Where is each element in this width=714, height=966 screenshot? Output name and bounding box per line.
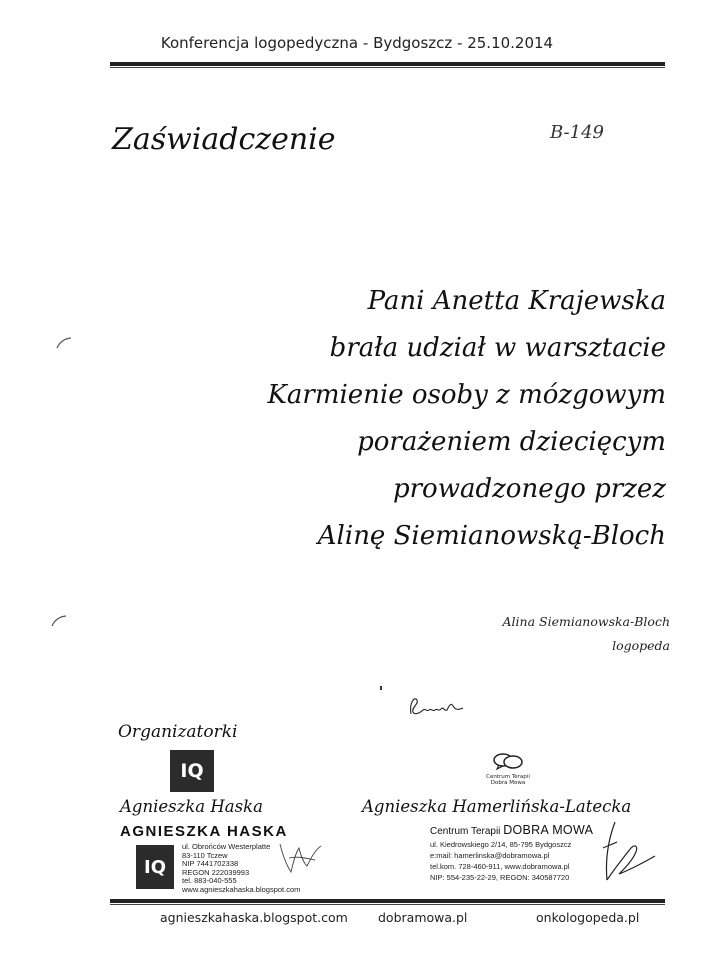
stamp-line: ul. Kiedrowskiego 2/14, 85-795 Bydgoszcz (430, 840, 572, 849)
reference-number: B-149 (550, 122, 604, 143)
dobra-mowa-logo-text: Centrum Terapii Dobra Mowa (486, 774, 530, 786)
iq-logo: IQ (170, 750, 214, 792)
signatory-name: Alina Siemianowska-Bloch (502, 614, 670, 629)
margin-mark (50, 614, 70, 628)
certificate-title: Zaświadczenie (112, 122, 336, 157)
handwritten-signature (405, 692, 475, 722)
stamp-brand: DOBRA MOWA (503, 823, 594, 837)
speech-bubbles-icon (491, 752, 525, 770)
body-line-leader: Alinę Siemianowską-Bloch (317, 521, 666, 551)
dobra-mowa-logo (478, 752, 538, 786)
stamp-line: www.agnieszkahaska.blogspot.com (182, 884, 301, 894)
stamp-line: 83-110 Tczew (182, 850, 228, 860)
stamp-line: e:mail: hamerlinska@dobramowa.pl (430, 851, 550, 860)
organizers-label: Organizatorki (118, 722, 238, 742)
body-line-recipient: Pani Anetta Krajewska (367, 286, 666, 316)
conference-header: Konferencja logopedyczna - Bydgoszcz - 25.10.2014 (160, 34, 554, 52)
stamp-title: AGNIESZKA HASKA (120, 823, 288, 840)
footer-link-haska[interactable]: agnieszkahaska.blogspot.com (160, 910, 348, 925)
stamp-title (430, 823, 605, 837)
body-line-led-by: prowadzonego przez (392, 474, 666, 504)
stamp-line: tel.kom. 728-460-911, www.dobramowa.pl (430, 862, 570, 871)
stamp-line: NIP: 554-235-22-29, REGON: 340587720 (430, 873, 570, 882)
stamp-dobra-mowa (430, 823, 605, 883)
signature-left (275, 836, 325, 876)
stamp-line: REGON 222039993 (182, 867, 250, 877)
signature-right (595, 818, 660, 888)
body-line-workshop-cont: porażeniem dziecięcym (357, 427, 666, 457)
stamp-iq-logo: IQ (136, 845, 174, 889)
body-line-workshop: Karmienie osoby z mózgowym (267, 380, 666, 410)
stamp-line: ul. Obrońców Westerplatte (182, 842, 271, 851)
footer-link-dobramowa[interactable]: dobramowa.pl (378, 910, 468, 925)
stamp-line: NIP 7441702338 (182, 859, 239, 869)
body-line-participation: brała udział w warsztacie (329, 333, 666, 363)
stamp-prefix: Centrum Terapii (430, 826, 501, 837)
ink-dot (380, 686, 382, 690)
signatory-role: logopeda (612, 638, 670, 653)
stamp-address (430, 839, 605, 883)
organizer-right-name: Agnieszka Hamerlińska-Latecka (362, 797, 632, 816)
organizer-left-name: Agnieszka Haska (120, 797, 263, 816)
margin-mark (55, 336, 75, 350)
header-rule (110, 62, 665, 68)
stamp-line: tel. 883-040-555 (182, 876, 237, 886)
footer-rule (110, 899, 665, 905)
footer-link-onkologopeda[interactable]: onkologopeda.pl (536, 910, 640, 925)
